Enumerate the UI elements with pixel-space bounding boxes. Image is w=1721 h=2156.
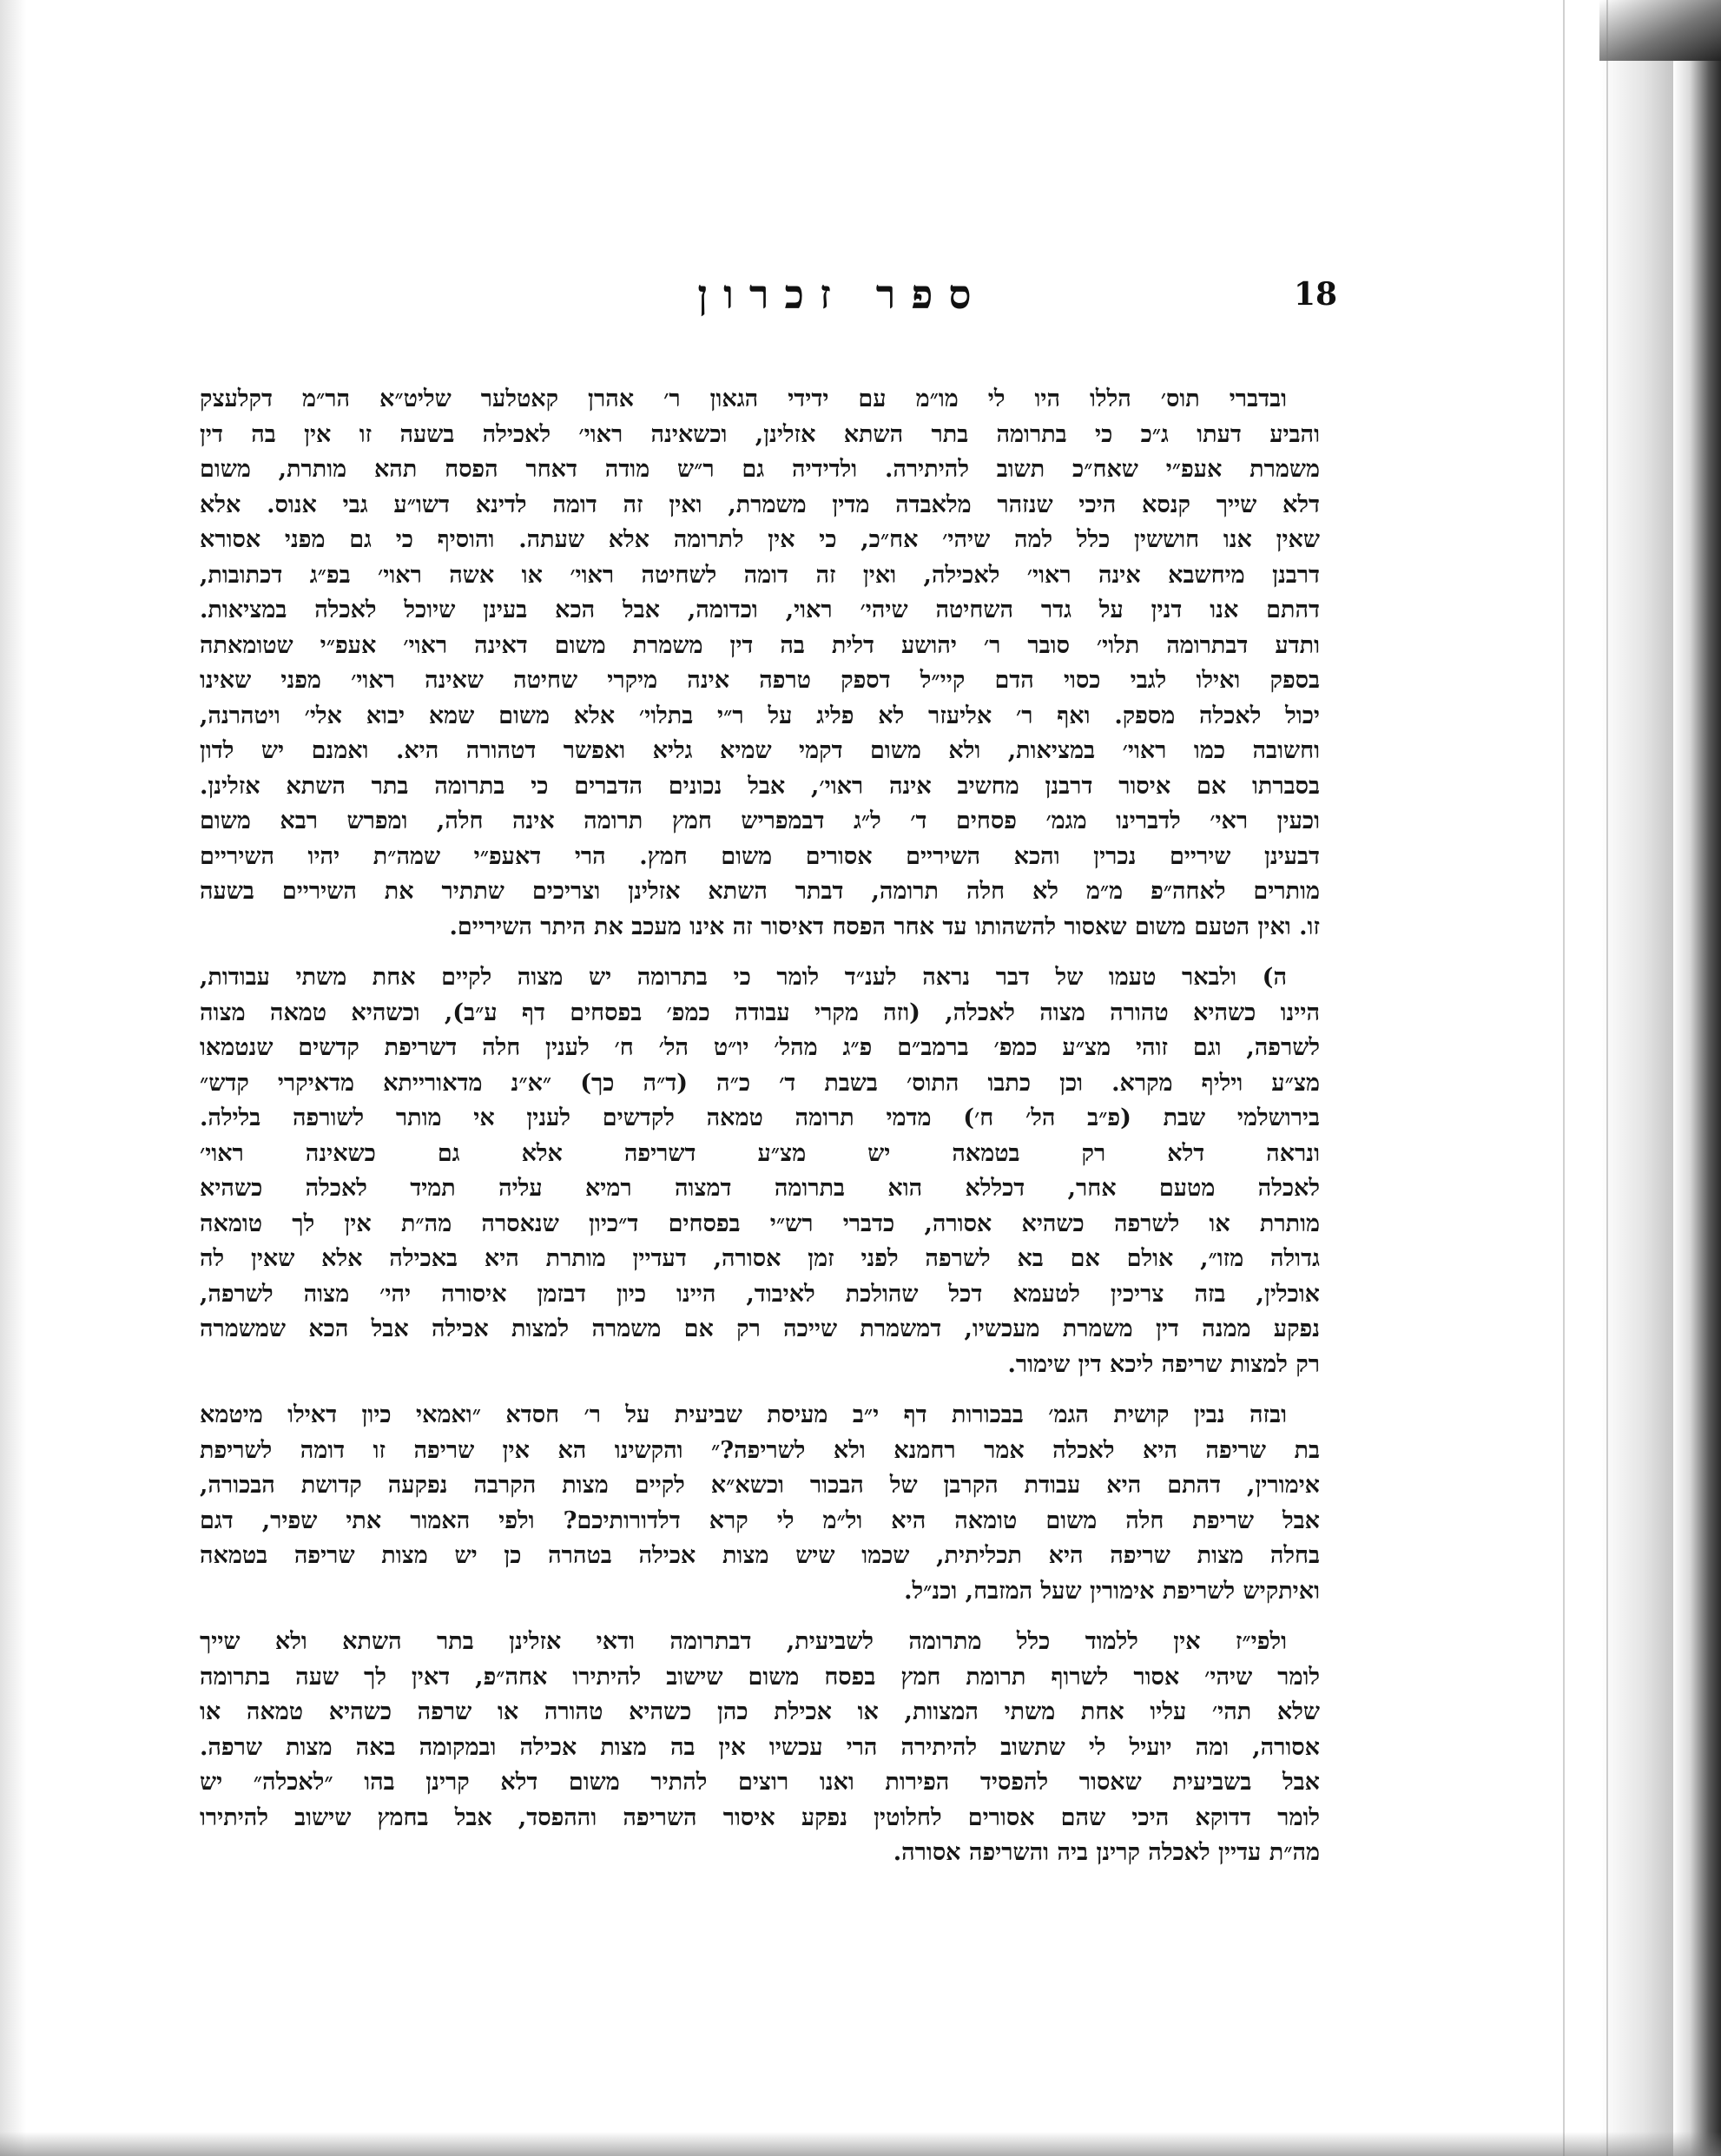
text-line: והביע דעתו ג״כ כי בתרומה בתר השתא אזלינן, וכשאינה ראוי׳ לאכילה בשעה זו אין בה דין (200, 420, 1320, 448)
text-line: היינו כשהיא טהורה מצוה לאכלה, (וזה מקרי עבודה כמפ׳ בפסחים דף ע״ב), וכשהיא טמאה מצוה (200, 999, 1320, 1026)
paragraph (200, 1398, 1320, 1609)
scan-shadow-right-inner (1599, 0, 1673, 2156)
paragraph (200, 960, 1320, 1382)
text-line: מצ״ע ויליף מקרא. וכן כתבו התוס׳ בשבת ד׳ כ״ה (ד״ה כך) ״א״נ מדאורייתא מדאיקרי קדש״ (200, 1069, 1320, 1097)
text-line: אבל בשביעית שאסור להפסיד הפירות ואנו רוצים להתיר משום דלא קרינן בהו ״לאכלה״ יש (200, 1769, 1320, 1796)
text-line: לומר שיהי׳ אסור לשרוף תרומת חמץ בפסח משום שישוב להיתירו אחה״פ, דאין לך שעה בתרומה (200, 1663, 1320, 1691)
text-line: שאין אנו חוששין כלל למה שיהי׳ אח״כ, כי אין לתרומה אלא שעתה. והוסיף כי גם מפני אסורא (200, 526, 1320, 553)
text-line: ואיתקיש לשריפת אימורין שעל המזבח, וכנ״ל. (904, 1577, 1320, 1605)
scan-shadow-right (1673, 0, 1721, 2156)
paragraph (200, 382, 1320, 945)
text-line: מה״ת עדיין לאכלה קרינן ביה והשריפה אסורה. (893, 1839, 1320, 1866)
text-line: ה) ולבאר טעמו של דבר נראה לענ״ד לומר כי בתרומה יש מצוה לקיים אחת משתי עבודות, (200, 964, 1287, 991)
text-line: גדולה מזו״, אולם אם בא לשרפה לפני זמן אסורה, דעדיין מותרת היא באכילה אלא שאין לה (200, 1245, 1320, 1272)
running-title: ספר זכרון (697, 271, 987, 318)
text-line: לאכלה מטעם אחר, דכללא הוא בתרומה דמצוה רמיא עליה תמיד לאכלה כשהיא (200, 1175, 1320, 1202)
text-line: שלא תהי׳ עליו אחת משתי המצוות, או אכילת כהן כשהיא טהורה או שרפה כשהיא טמאה או (200, 1698, 1320, 1725)
text-line: וכעין ראי׳ לדברינו מגמ׳ פסחים ד׳ ל״ג דבמפריש חמץ תרומה אינה חלה, ומפרש רבא משום (200, 808, 1320, 834)
text-line: ולפי״ז אין ללמוד כלל מתרומה לשביעית, דבתרומה ודאי אזלינן בתר השתא ולא שייך (200, 1628, 1287, 1655)
text-line: דבעינן שיריים נכרין והכא השיריים אסורים משום חמץ. הרי דאעפ״י שמה״ת יהיו השיריים (200, 842, 1320, 870)
text-line: לומר דדוקא היכי שהם אסורים לחלוטין נפקע איסור השריפה וההפסד, אבל בחמץ שישוב להיתירו (200, 1803, 1320, 1831)
text-line: ונראה דלא רק בטמאה יש מצ״ע דשריפה אלא גם כשאינה ראוי׳ (200, 1139, 1320, 1167)
text-line: בירושלמי שבת (פ״ב הל׳ ח׳) מדמי תרומה טמאה לקדשים לענין אי מותר לשורפה בלילה. (200, 1104, 1320, 1131)
text-line: משמרת אעפ״י שאח״כ תשוב להיתירה. ולדידיה גם ר״ש מודה דאחר הפסח תהא מותרת, משום (200, 456, 1320, 483)
text-line: דלא שייך קנסא היכי שנזהר מלאבדה מדין משמרת, ואין זה דומה לדינא דשו״ע גבי אנוס. אלא (200, 491, 1320, 518)
scan-shadow-left (0, 0, 26, 2156)
scan-shadow-bottom (0, 2132, 1721, 2156)
text-line: מותרים לאחה״פ מ״מ לא חלה תרומה, דבתר השתא אזלינן וצריכים שתתיר את השיריים בשעה (200, 878, 1320, 905)
text-line: מותרת או לשרפה כשהיא אסורה, כדברי רש״י בפסחים ד״כיון שנאסרה מה״ת אין לך טומאה (200, 1210, 1320, 1237)
text-line: וחשובה כמו ראוי׳ במציאות, ולא משום דקמי שמיא גליא ואפשר דטהורה היא. ואמנם יש לדון (200, 737, 1320, 764)
text-line: יכול לאכלה מספק. ואף ר׳ אליעזר לא פליג על ר״י בתלוי׳ אלא משום שמא יבוא אלי׳ ויטהרנה, (200, 702, 1320, 729)
text-line: בת שריפה היא לאכלה אמר רחמנא ולא לשריפה?״ והקשינו הא אין שריפה זו דומה לשריפת (200, 1436, 1320, 1464)
text-line: אימורין, דהתם היא עבודת הקרבן של הבכור וכשא״א לקיים מצות הקרבה נפקעה קדושת הבכורה, (200, 1472, 1320, 1499)
text-line: ובדברי תוס׳ הללו היו לי מו״מ עם ידידי הגאון ר׳ אהרן קאטלער שליט״א הר״מ דקלעצק (200, 386, 1287, 412)
text-line: נפקע ממנה דין משמרת מעכשיו, דמשמרת שייכה רק אם משמרה למצות אכילה אבל הכא שמשמרה (200, 1315, 1320, 1342)
text-line: דהתם אנו דנין על גדר השחיטה שיהי׳ ראוי, וכדומה, אבל הכא בעינן שיוכל לאכלה במציאות. (200, 597, 1320, 623)
text-line: אוכלין, בזה צריכין לטעמא דכל שהולכת לאיבוד, היינו כיון דבזמן איסורה יהי׳ מצוה לשרפה, (200, 1280, 1320, 1308)
text-line: אסורה, ומה יועיל לי שתשוב להיתירה הרי עכשיו אין בה מצות אכילה ובמקומה באה מצות שרפה. (200, 1733, 1320, 1761)
text-line: לשרפה, וגם זוהי מצ״ע כמפ׳ ברמב״ם פ״ג מהל׳ יו״ט הל׳ ח׳ לענין חלה דשריפת קדשים שנטמאו (200, 1034, 1320, 1061)
text-line: ותדע דבתרומה תלוי׳ סובר ר׳ יהושע דלית בה דין משמרת משום דאינה ראוי׳ אעפ״י שטומאתה (200, 631, 1320, 659)
text-line: בספק ואילו לגבי כסוי הדם קיי״ל דספק טרפה אינה מיקרי שחיטה שאינה ראוי׳ מפני שאינו (200, 667, 1320, 694)
body-text (200, 382, 1320, 1871)
text-line: רק למצות שריפה ליכא דין שימור. (1007, 1350, 1320, 1378)
text-line: אבל שריפת חלה משום טומאה היא ול״מ לי קרא דלדורותיכם? ולפי האמור אתי שפיר, דגם (200, 1507, 1320, 1534)
scan-corner-shadow (1599, 0, 1721, 61)
text-line: דרבנן מיחשבא אינה ראוי׳ לאכילה, ואין זה דומה לשחיטה ראוי׳ או אשה ראוי׳ בפ״ג דכתובות, (200, 561, 1320, 589)
scan-streak (1606, 0, 1608, 2156)
paragraph (200, 1625, 1320, 1871)
text-line: בחלה מצות שריפה היא תכליתית, שכמו שיש מצות אכילה בטהרה כן יש מצות שריפה בטמאה (200, 1542, 1320, 1569)
text-line: זו. ואין הטעם משום שאסור להשהותו עד אחר הפסח דאיסור זה אינו מעכב את היתר השיריים. (449, 913, 1320, 940)
scan-streak (1563, 0, 1565, 2156)
page-number: 18 (1294, 276, 1338, 313)
text-line: בסברתו אם איסור דרבנן מחשיב אינה ראוי׳, אבל נכונים הדברים כי בתרומה בתר השתא אזלינן. (200, 772, 1320, 800)
page-header (200, 271, 1338, 328)
text-line: ובזה נבין קושית הגמ׳ בבכורות דף י״ב מעיסת שביעית על ר׳ חסדא ״ואמאי כיון דאילו מיטמא (200, 1401, 1287, 1428)
